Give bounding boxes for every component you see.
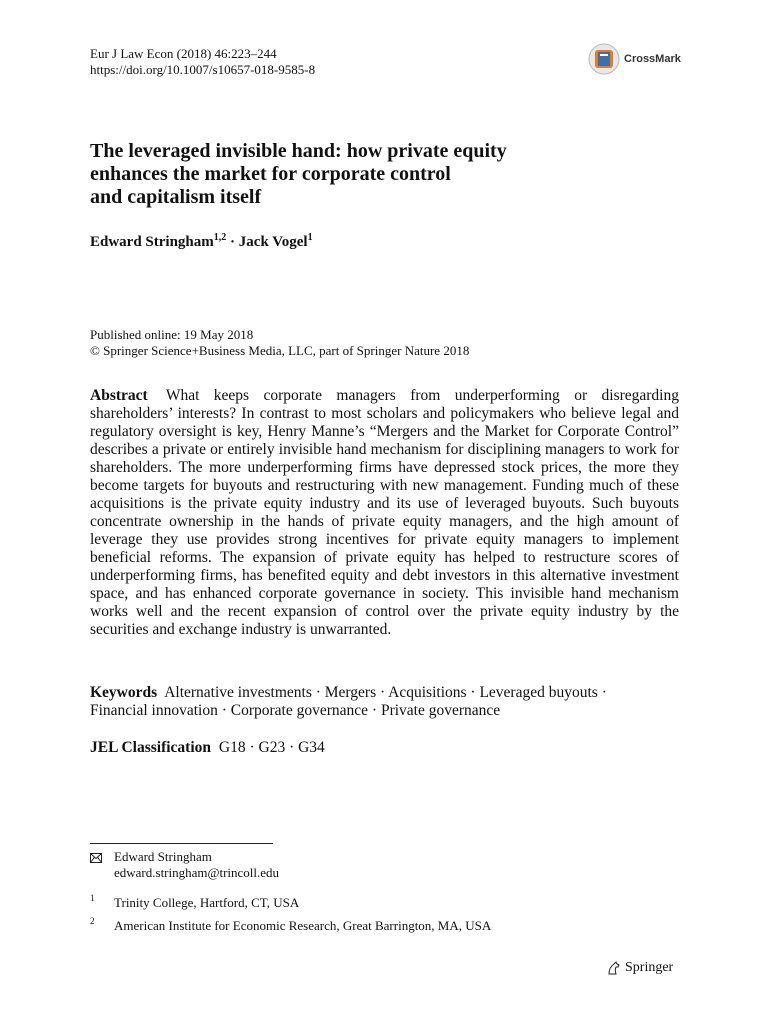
author-name[interactable]: Edward Stringham bbox=[90, 234, 214, 250]
abstract-text: What keeps corporate managers from underperforming or disregarding shareholders’ interests? In contrast to most scholars and policymakers who believe legal and regulatory oversight is key, Henry Manne’s “Mergers and the Market for Corporate Control” describes a private or entirely invisible hand mechanism for disciplining managers to work for shareholders. The more underperforming firms have depressed stock prices, the more they become targets for buyouts and restructuring with new management. Funding much of these acquisitions is the private equity industry and its use of leveraged buyouts. Such buyouts concentrate ownership in the hands of private equity managers, and the high amount of leverage they use provides strong incentives for private equity managers to implement beneficial reforms. The expansion of private equity has helped to restructure scores of underperforming firms, has benefited equity and debt investors in this alternative investment space, and has enhanced corporate governance in society. This invisible hand mechanism works well and the recent expansion of control over the private equity industry by the securities and exchange industry is unwarranted. bbox=[90, 387, 679, 638]
affiliation-footnote: American Institute for Economic Research, Great Barrington, MA, USA bbox=[114, 918, 492, 933]
author-separator: · bbox=[226, 234, 239, 250]
publication-info bbox=[90, 327, 469, 359]
published-date: Published online: 19 May 2018 bbox=[90, 327, 254, 342]
author-affiliation: 1 bbox=[307, 232, 313, 243]
abstract-label: Abstract bbox=[90, 387, 148, 404]
crossmark-label: CrossMark bbox=[624, 53, 681, 65]
corresponding-author bbox=[114, 849, 279, 881]
keywords-text: Alternative investments · Mergers · Acquisitions · Leveraged buyouts · Financial innovation · Corporate governance · Private governance bbox=[90, 684, 607, 719]
journal-header bbox=[90, 46, 315, 78]
jel-classification bbox=[90, 739, 325, 757]
author-name[interactable]: Jack Vogel bbox=[238, 234, 308, 250]
abstract bbox=[90, 387, 679, 639]
doi-link[interactable]: https://doi.org/10.1007/s10657-018-9585-8 bbox=[90, 62, 316, 77]
title-line: The leveraged invisible hand: how private equity bbox=[90, 140, 507, 162]
author-list bbox=[90, 232, 313, 251]
footnote-marker: 1 bbox=[90, 893, 95, 903]
title-line: and capitalism itself bbox=[90, 186, 262, 208]
title-line: enhances the market for corporate control bbox=[90, 163, 451, 185]
author-affiliation: 1,2 bbox=[213, 232, 227, 243]
springer-horse-icon bbox=[606, 960, 622, 976]
article-title bbox=[90, 140, 610, 209]
jel-label: JEL Classification bbox=[90, 739, 212, 756]
footnote-marker: 2 bbox=[90, 916, 95, 926]
contact-email[interactable]: edward.stringham@trincoll.edu bbox=[114, 865, 280, 880]
footnote-divider bbox=[90, 843, 273, 844]
envelope-icon bbox=[90, 853, 102, 863]
copyright-notice: © Springer Science+Business Media, LLC, part of Springer Nature 2018 bbox=[90, 343, 470, 358]
affiliation-footnote: Trinity College, Hartford, CT, USA bbox=[114, 895, 300, 910]
journal-citation: Eur J Law Econ (2018) 46:223–244 bbox=[90, 46, 277, 61]
jel-codes: G18 · G23 · G34 bbox=[218, 739, 325, 756]
contact-name: Edward Stringham bbox=[114, 849, 212, 864]
keywords bbox=[90, 684, 650, 720]
publisher-logo-text: Springer bbox=[625, 960, 674, 975]
keywords-label: Keywords bbox=[90, 684, 158, 701]
